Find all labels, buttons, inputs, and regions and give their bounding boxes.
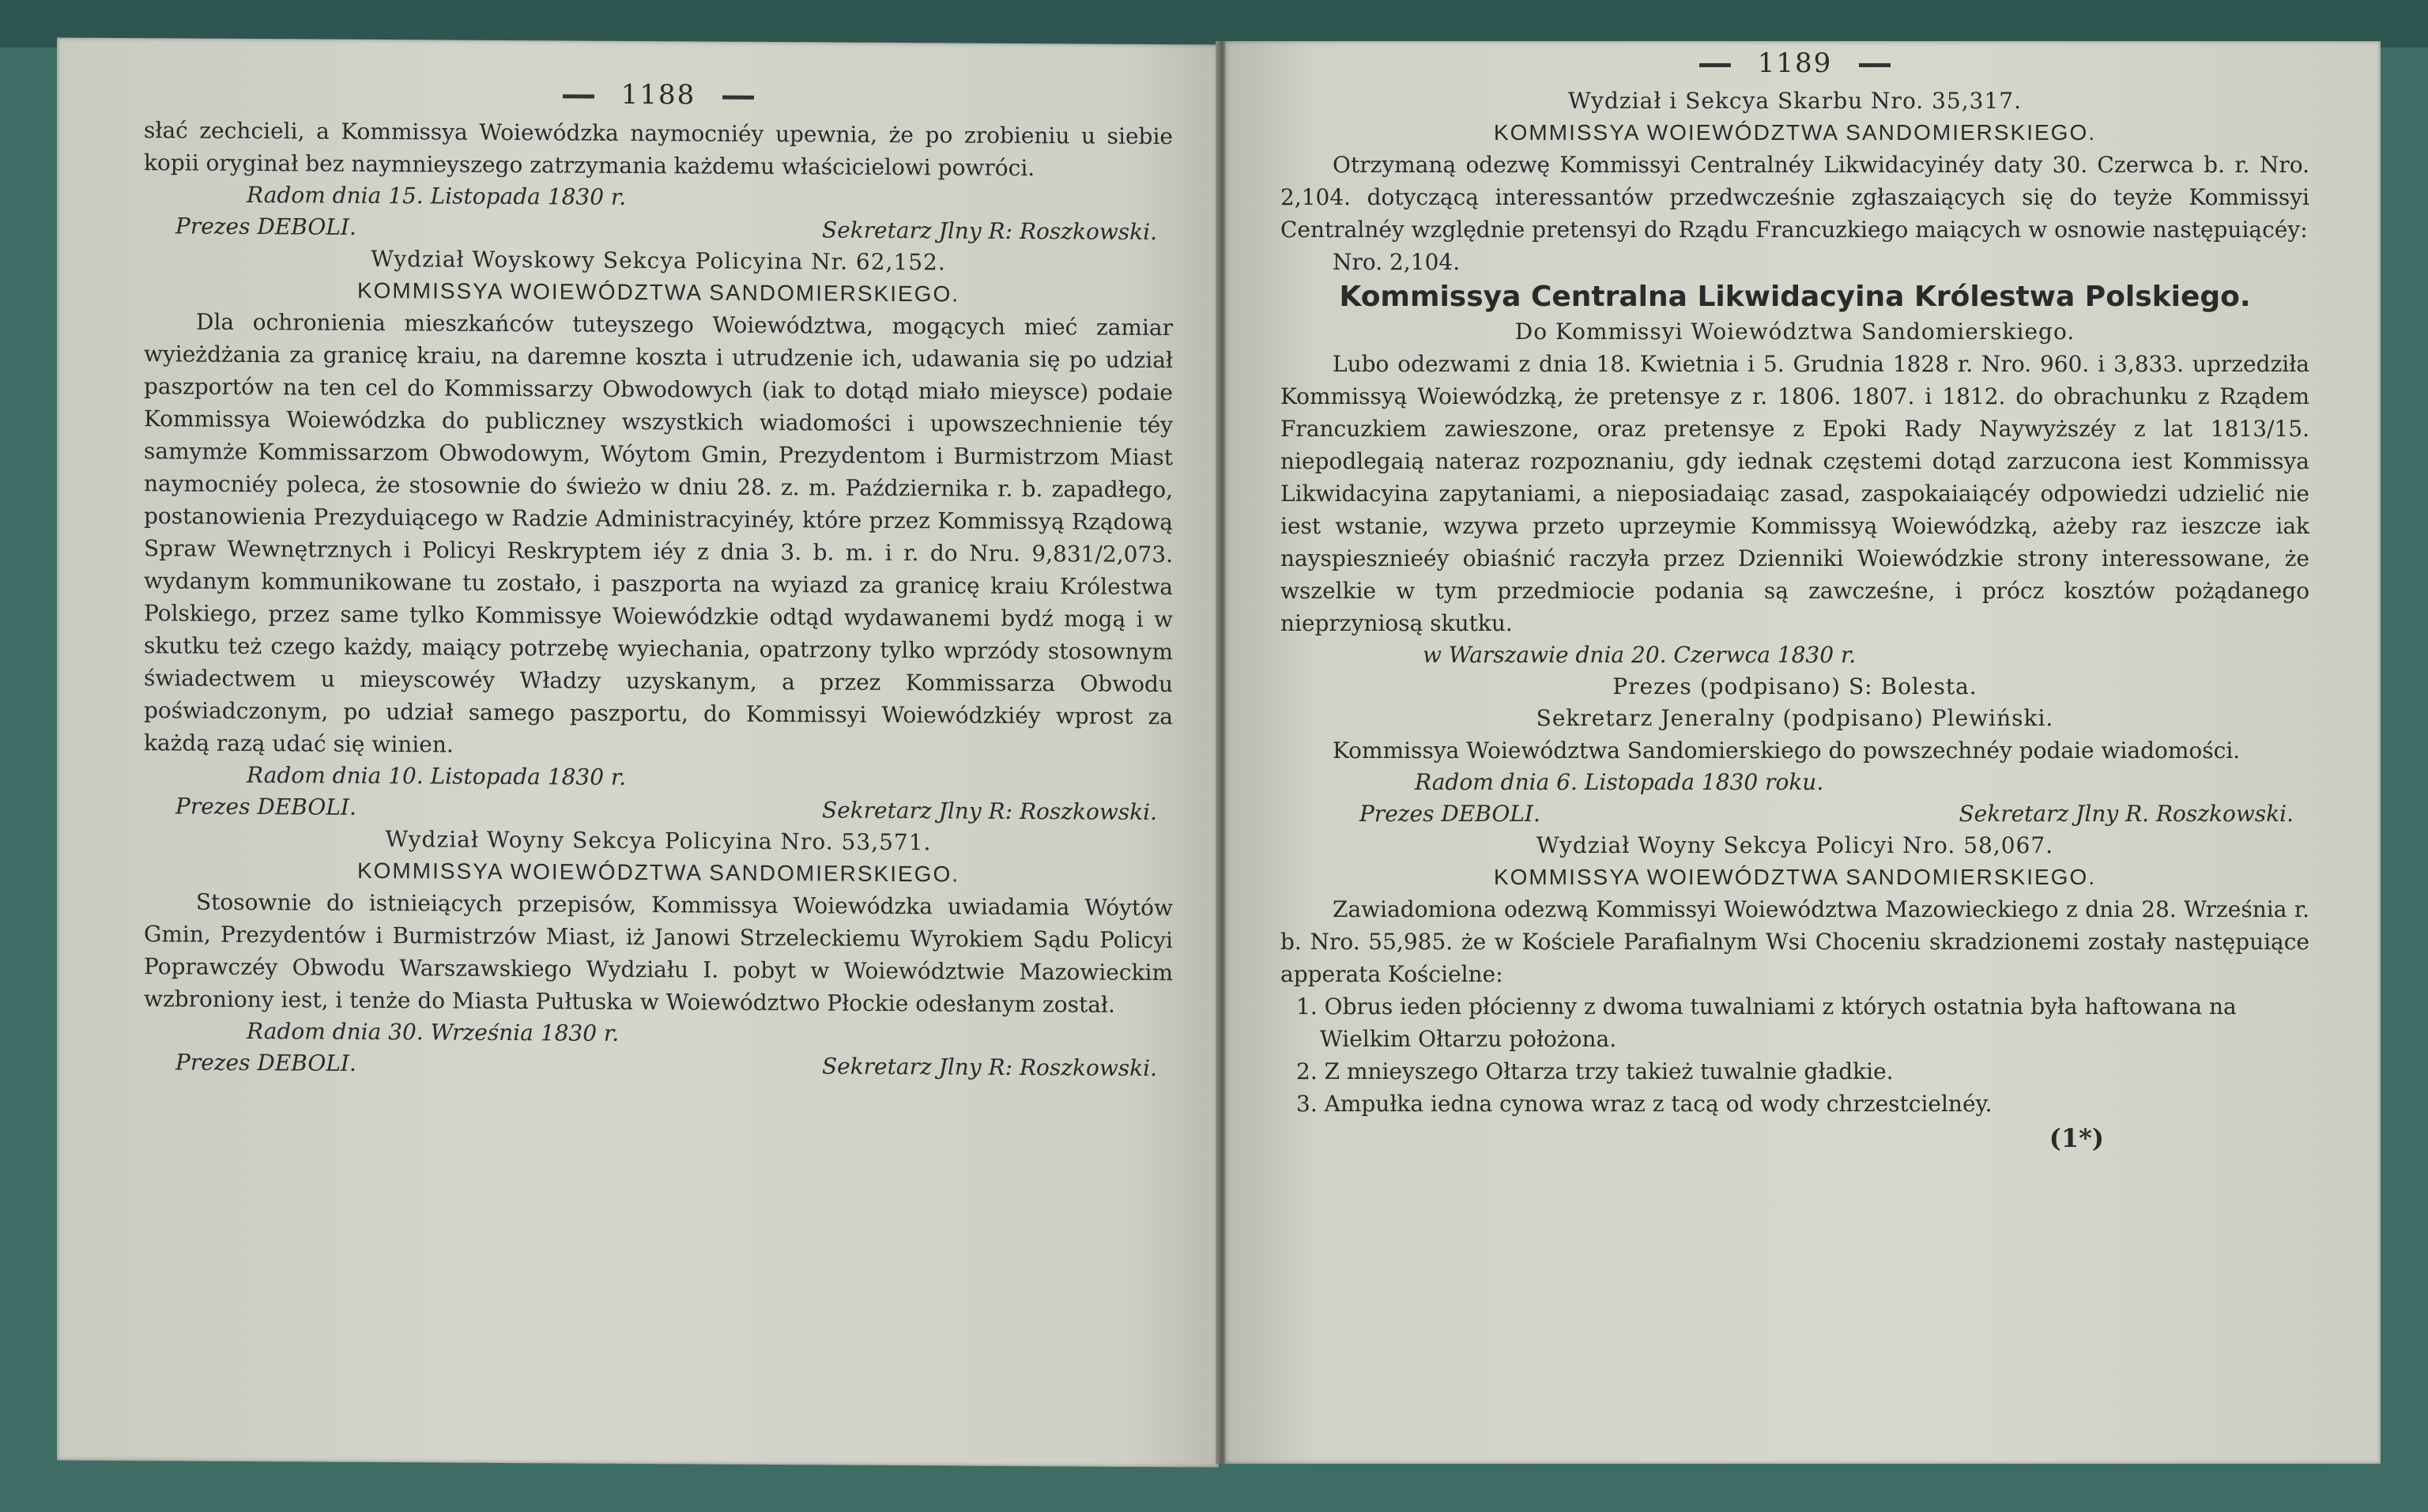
paragraph: słać zechcieli, a Kommissya Woiewódzka naymocniéy upewnia, że po zrobieniu u siebie kopii oryginał bez naymnieyszego zatrzymania każdemu właścicielowi powróci. xyxy=(144,117,1173,182)
signature-block xyxy=(1280,798,2309,830)
paragraph: Kommissya Woiewództwa Sandomierskiego do powszechnéy podaie wiadomości. xyxy=(1333,737,2241,764)
dateline: w Warszawie dnia 20. Czerwca 1830 r. xyxy=(1423,642,1857,668)
list-item: 1. Obrus ieden płócienny z dwoma tuwalniami z których ostatnia była haftowana na Wielkim Ołtarzu położona. xyxy=(1296,994,2237,1052)
signed-line: Prezes (podpisano) S: Bolesta. xyxy=(1612,673,1977,699)
commission-title: KOMMISSYA WOIEWÓDZTWA SANDOMIERSKIEGO. xyxy=(1493,120,2097,145)
commission-title: KOMMISSYA WOIEWÓDZTWA SANDOMIERSKIEGO. xyxy=(356,277,960,307)
signature-block xyxy=(144,790,1173,828)
sekretarz-signature: Sekretarz Jlny R. Roszkowski. xyxy=(1959,801,2294,827)
page-number-right: 1189 xyxy=(1280,41,2309,85)
open-book xyxy=(57,41,2381,1464)
reference-number: Nro. 2,104. xyxy=(1333,249,1461,275)
commission-title: KOMMISSYA WOIEWÓDZTWA SANDOMIERSKIEGO. xyxy=(1493,865,2097,889)
commission-title: KOMMISSYA WOIEWÓDZTWA SANDOMIERSKIEGO. xyxy=(356,858,960,887)
signature-mark: (1*) xyxy=(2049,1123,2104,1153)
right-page xyxy=(1225,41,2381,1464)
dateline: Radom dnia 30. Września 1830 r. xyxy=(247,1017,620,1046)
addressee-line: Do Kommissyi Woiewództwa Sandomierskiego. xyxy=(1514,319,2075,345)
blackletter-heading: Kommissya Centralna Likwidacyina Królestwa Polskiego. xyxy=(1339,281,2251,313)
page-number-left: 1188 xyxy=(144,70,1173,120)
left-page xyxy=(57,38,1219,1468)
signature-block xyxy=(144,210,1173,248)
list-item: 2. Z mnieyszego Ołtarza trzy takież tuwalnie gładkie. xyxy=(1296,1058,1894,1084)
dateline: Radom dnia 6. Listopada 1830 roku. xyxy=(1415,769,1824,795)
dateline: Radom dnia 10. Listopada 1830 r. xyxy=(247,761,627,790)
signed-line: Sekretarz Jeneralny (podpisano) Plewiński. xyxy=(1536,705,2054,731)
paragraph: Stosownie do istnieiących przepisów, Kommissya Woiewódzka uwiadamia Wóytów Gmin, Prezydentów i Burmistrzów Miast, iż Janowi Strzeleckiemu Wyrokiem Sądu Policyi Poprawczéy Obwodu Warszawskiego Wydziału I. pobyt w Woiewództwie Mazowieckim wzbroniony iest, i tenże do Miasta Pułtuska w Woiewództwo Płockie odesłanym został. xyxy=(144,888,1173,1018)
section-header: Wydział Woyny Sekcya Policyi Nro. 58,067. xyxy=(1536,832,2054,858)
paragraph: Dla ochronienia mieszkańców tuteyszego Woiewództwa, mogących mieć zamiar wyieżdżania za granicę kraiu, na daremne koszta i utrudzenie ich, udawania się po udział paszportów na ten cel do Kommissarzy Obwodowych (iak to dotąd miało mieysce) podaie Kommissya Woiewódzka do publiczney wszystkich wiadomości i upowszechnienie téy samymże Kommissarzom Obwodowym, Wóytom Gmin, Prezydentom i Burmistrzom Miast naymocniéy poleca, że stosownie do świeżo w dniu 28. z. m. Października r. b. zapadłego, postanowienia Prezyduiącego w Radzie Administracyinéy, które przez Kommissyą Rządową Spraw Wewnętrznych i Policyi Reskryptem iéy z dnia 3. b. m. i r. do Nru. 9,831/2,073. wydanym kommunikowane tu zostało, i paszporta na wyiazd za granicę kraiu Królestwa Polskiego, przez same tylko Kommissye Woiewódzkie odtąd wydawanemi bydź mogą i w skutku też czego każdy, maiący potrzebę wyiechania, opatrzony tylko wprzódy stosownym świadectwem u mieyscowéy Władzy uzyskanym, a przez Kommissarza Obwodu poświadczonym, po udział samego paszportu, do Kommissyi Woiewódzkiéy wprost za każdą razą udać się winien. xyxy=(144,308,1173,758)
paragraph: Zawiadomiona odezwą Kommissyi Woiewództwa Mazowieckiego z dnia 28. Września r. b. Nro. 55,985. że w Kościele Parafialnym Wsi Choceniu skradzionemi zostały następuiące apperata Kościelne: xyxy=(1280,896,2309,987)
sekretarz-signature: Sekretarz Jlny R: Roszkowski. xyxy=(821,1053,1157,1082)
sekretarz-signature: Sekretarz Jlny R: Roszkowski. xyxy=(821,797,1157,826)
prezes-signature: Prezes DEBOLI. xyxy=(175,793,356,820)
section-header: Wydział Woyny Sekcya Policyina Nro. 53,571. xyxy=(385,826,932,856)
paragraph: Otrzymaną odezwę Kommissyi Centralnéy Likwidacyinéy daty 30. Czerwca b. r. Nro. 2,104. dotyczącą interessantów przedwcześnie zgłaszaiących się do teyże Kommissyi Centralnéy względnie pretensyi do Rządu Francuzkiego maiących w osnowie następuiącéy: xyxy=(1280,152,2309,243)
prezes-signature: Prezes DEBOLI. xyxy=(1359,801,1540,827)
prezes-signature: Prezes DEBOLI. xyxy=(175,1049,356,1076)
paragraph: Lubo odezwami z dnia 18. Kwietnia i 5. Grudnia 1828 r. Nro. 960. i 3,833. uprzedziła Kommissyą Woiewódzką, że pretensye z r. 1806. 1807. i 1812. do obrachunku z Rządem Francuzkiem zawieszone, oraz pretensye z Epoki Rady Naywyższéy z lat 1813/15. niepodlegaią nateraz rozpoznaniu, gdy iednak częstemi dotąd zarzucona iest Kommissya Likwidacyina zapytaniami, a nieposiadaiąc zasad, zaspokaiaiącéy odpowiedzi udzielić nie iest wstanie, wzywa przeto uprzeymie Kommissyą Woiewódzką, ażeby raz ieszcze iak nayspiesznieéy obiaśnić raczyła przez Dzienniki Woiewódzkie strony interessowane, że wszelkie w tym przedmiocie podania są zawcześne, i prócz kosztów pożądanego nieprzyniosą skutku. xyxy=(1280,351,2309,636)
dateline: Radom dnia 15. Listopada 1830 r. xyxy=(247,181,627,210)
list-item: 3. Ampułka iedna cynowa wraz z tacą od wody chrzestcielnéy. xyxy=(1296,1091,1993,1117)
section-header: Wydział Woyskowy Sekcya Policyina Nr. 62,152. xyxy=(371,245,946,276)
section-header: Wydział i Sekcya Skarbu Nro. 35,317. xyxy=(1568,88,2022,114)
sekretarz-signature: Sekretarz Jlny R: Roszkowski. xyxy=(821,217,1157,246)
signature-block xyxy=(144,1046,1173,1084)
prezes-signature: Prezes DEBOLI. xyxy=(175,213,356,240)
